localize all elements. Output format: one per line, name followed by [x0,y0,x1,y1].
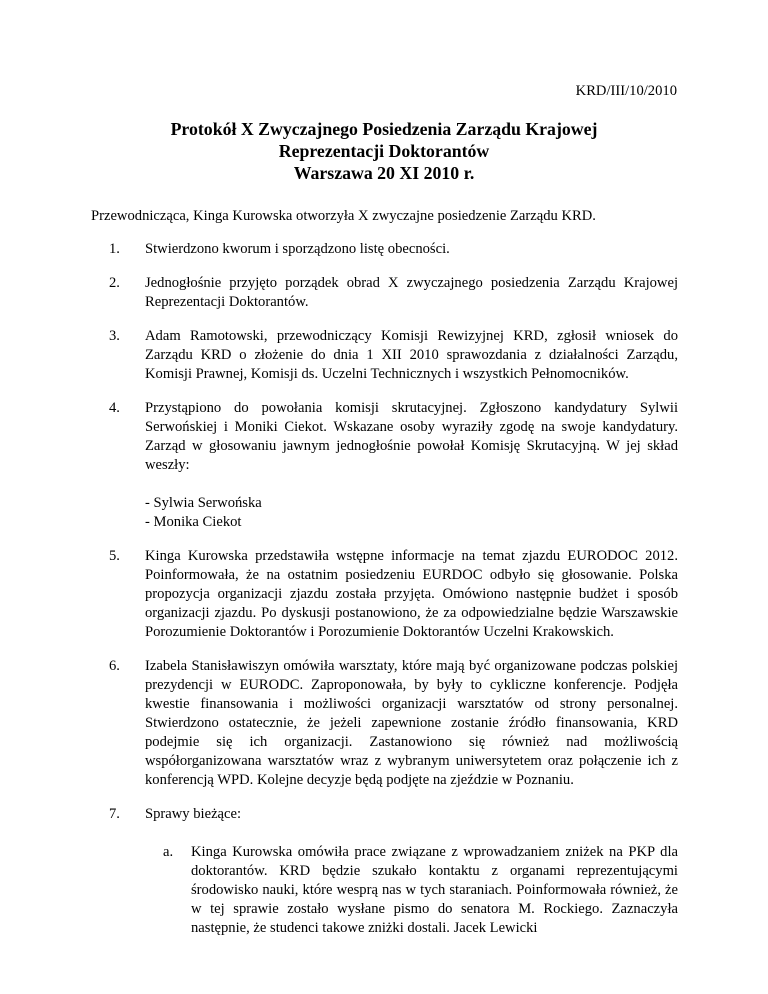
title-line: Reprezentacji Doktorantów [278,141,490,161]
title-line: Protokół X Zwyczajnego Posiedzenia Zarządu Krajowej [170,119,598,139]
sub-list-item [145,843,678,938]
item-text: Adam Ramotowski, przewodniczący Komisji Rewizyjnej KRD, zgłosił wniosek do Zarządu KRD o złożenie do dnia 1 XII 2010 sprawozdania z działalności Zarządu, Komisji Prawnej, Komisji ds. Uczelni Technicznych i wszystkich Pełnomocników. [145,328,678,382]
item-number: 3. [109,328,120,344]
list-item [91,399,678,532]
item-text: Przystąpiono do powołania komisji skrutacyjnej. Zgłoszono kandydatury Sylwii Serwońskiej i Moniki Ciekot. Wskazane osoby wyraziły zgodę na swoje kandydatury. Zarząd w głosowaniu jawnym jednogłośnie powołał Komisję Skrutacyjną. W jej skład weszły: [145,400,678,473]
sub-item-text: Kinga Kurowska omówiła prace związane z wprowadzaniem zniżek na PKP dla doktorantów. KRD będzie szukało kontaktu z organami reprezentującymi środowisko nauki, które wesprą nas w tych staraniach. Poinformowała również, że w tej sprawie zostało wysłane pismo do senatora M. Rockiego. Zaznaczyła następnie, że studenci takowe zniżki dostali. Jacek Lewicki [191,844,678,936]
sub-item-letter: a. [163,844,174,860]
agenda-list [91,240,678,953]
list-item [91,240,678,259]
item-text: Jednogłośnie przyjęto porządek obrad X zwyczajnego posiedzenia Zarządu Krajowej Reprezentacji Doktorantów. [145,275,678,310]
list-item [91,805,678,938]
item-number: 4. [109,400,120,416]
commission-members [145,494,678,532]
item-text: Stwierdzono kworum i sporządzono listę obecności. [145,241,450,257]
item-number: 7. [109,806,120,822]
item-number: 6. [109,658,120,674]
list-item [91,657,678,790]
title-date: Warszawa 20 XI 2010 r. [293,163,475,183]
list-item [91,327,678,384]
list-item [91,547,678,642]
document-title [0,118,768,184]
item-text: Izabela Stanisławiszyn omówiła warsztaty, które mają być organizowane podczas polskiej prezydencji w EURODC. Zaproponowała, by były to cykliczne konferencje. Podjęła kwestie finansowania i możliwości organizacji warsztatów od strony personalnej. Stwierdzono ostatecznie, że jeżeli zapewnione zostanie źródło finansowania, KRD podejmie się ich organizacji. Zastanowiono się również nad możliwością współorganizowana warsztatów wraz z wybranym uniwersytetem oraz połączenie ich z konferencją WPD. Kolejne decyzje będą podjęte na zjeździe w Poznaniu. [145,658,678,788]
item-number: 5. [109,548,120,564]
item-number: 2. [109,275,120,291]
item-number: 1. [109,241,120,257]
intro-paragraph: Przewodnicząca, Kinga Kurowska otworzyła X zwyczajne posiedzenie Zarządu KRD. [91,208,596,224]
item-text: Kinga Kurowska przedstawiła wstępne informacje na temat zjazdu EURODOC 2012. Poinformowała, że na ostatnim posiedzeniu EURDOC odbyło się głosowanie. Polska propozycja organizacji zjazdu została przyjęta. Omówiono następnie budżet i sposób organizacji zjazdu. Po dyskusji postanowiono, że za odpowiedzialne będzie Warszawskie Porozumienie Doktorantów i Porozumienie Doktorantów Uczelni Krakowskich. [145,548,678,640]
document-number: KRD/III/10/2010 [575,83,677,99]
sub-list [145,843,678,938]
list-item [91,274,678,312]
item-text: Sprawy bieżące: [145,806,242,822]
member-name: - Sylwia Serwońska [145,495,262,511]
member-name: - Monika Ciekot [145,514,242,530]
